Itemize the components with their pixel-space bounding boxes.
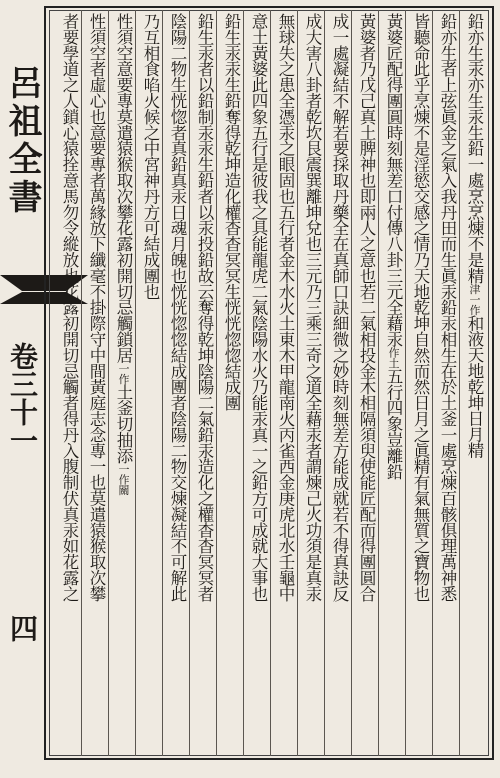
column-text: 無球失之患全憑汞之眼固也五行者金木水火土東木甲龍南火丙雀西金庚虎北水壬龜中 — [276, 13, 295, 602]
text-column — [381, 13, 405, 755]
column-text: 黃婆匠配得團圓時刻無差口付傳八卦三元全藉汞 — [384, 13, 403, 347]
column-text: 皆聽命此乎烹煉不是淫慾交感之情乃天地乾坤自然而然日月之眞精有氣無質之寶物也 — [411, 13, 430, 602]
column-text: 成一處凝結不解若要採取丹藥全在真師口訣細微之妙時刻無差方能成就若不得真訣反 — [330, 13, 349, 602]
text-column — [408, 13, 432, 755]
interlinear-note: 一作 — [117, 362, 130, 384]
text-column — [327, 13, 351, 755]
column-text: 鉛生汞汞生鉛奪得乾坤造化權杳杳冥冥生恍恍惚惚結成團 — [222, 13, 241, 411]
text-column — [219, 13, 243, 755]
column-text: 成大害八卦者乾坎艮震巽離坤兌也三元乃三乘三奇之道全藉汞者謂煉己火功須是真汞 — [303, 13, 322, 602]
text-column — [111, 13, 135, 755]
column-text: 陰陽二物生恍惚者真鉛真汞日魂月魄也恍恍惚惚結成團者陰陽二物交煉凝結不可解此 — [168, 13, 187, 602]
text-column — [138, 13, 162, 755]
column-rule — [432, 10, 433, 756]
page-number: 四 — [6, 614, 39, 642]
column-text: 性須空意要專莫遣猿猴取次攀花露初開切忌觸鎖居 — [114, 13, 133, 363]
column-rule — [324, 10, 325, 756]
column-rule — [378, 10, 379, 756]
column-rule — [135, 10, 136, 756]
column-rule — [108, 10, 109, 756]
page-margin — [0, 0, 44, 778]
text-column — [462, 13, 486, 755]
column-rule — [270, 10, 271, 756]
column-text-continued: 土釜切抽添 — [114, 383, 133, 464]
text-column — [354, 13, 378, 755]
column-text-continued: 和液天地乾坤日月精 — [465, 314, 484, 458]
text-column — [165, 13, 189, 755]
column-text: 鉛亦生汞亦生汞生鉛一處烹烹煉不是精 — [465, 13, 484, 284]
column-rule — [351, 10, 352, 756]
text-column — [246, 13, 270, 755]
interlinear-note: 作土 — [387, 346, 400, 368]
text-column — [192, 13, 216, 755]
column-rule — [297, 10, 298, 756]
text-column — [84, 13, 108, 755]
column-rule — [189, 10, 190, 756]
column-text: 乃互相食啗火候之中宮神丹方可結成團也 — [141, 13, 160, 300]
column-rule — [459, 10, 460, 756]
interlinear-note: 一作關 — [117, 463, 130, 495]
text-column — [300, 13, 324, 755]
column-rule — [243, 10, 244, 756]
text-column — [273, 13, 297, 755]
volume-label: 卷三十一 — [6, 342, 39, 454]
column-text: 者要學道之人鎖心猿拴意馬勿令縱放也花露初開切忌觸者得丹入腹制伏真汞如花露之 — [60, 13, 79, 602]
column-text: 性須空者虛心也意要專者萬緣放下纖毫不掛際守中間黃庭志念專一也莫遣猿猴取次攀 — [87, 13, 106, 602]
column-text: 意土黃婆此四象五行是彼我之具能龍虎二氣陰陽水火乃能汞真一之鉛方可成就大事也 — [249, 13, 268, 602]
column-text: 鉛生汞者以鉛制汞汞生鉛者以汞投鉛故云奪得乾坤陰陽二氣鉛汞造化之權杳杳冥冥者 — [195, 13, 214, 602]
text-column — [57, 13, 81, 755]
column-rule — [81, 10, 82, 756]
column-rule — [216, 10, 217, 756]
interlinear-note: 津一作 — [468, 283, 481, 315]
column-text-continued: 五行四象豈離鉛 — [384, 367, 403, 480]
column-rule — [162, 10, 163, 756]
book-title: 呂祖全書 — [2, 65, 42, 217]
column-rule — [405, 10, 406, 756]
column-text: 鉛亦生者上弦眞金之氣入我丹田而生眞汞鉛汞相生在於土釜一處烹煉百骸俱理萬神悉 — [438, 13, 457, 602]
text-column — [435, 13, 459, 755]
column-text: 黃婆者乃戊己真土脾神也即兩人之意也若二氣相投金木相隔須臾使能匠配而得團圓合 — [357, 13, 376, 602]
